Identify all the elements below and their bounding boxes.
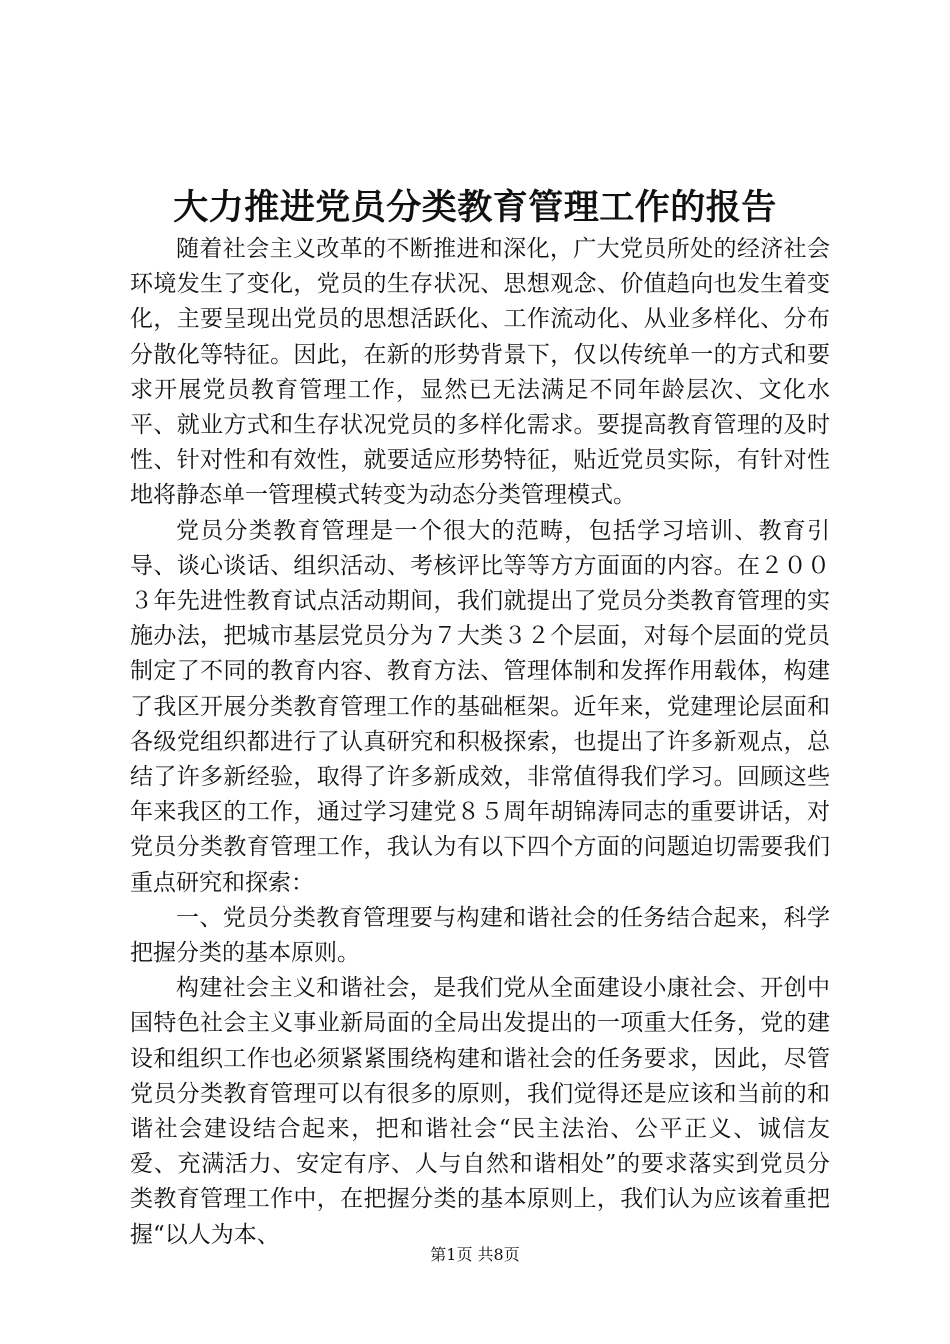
paragraph-harmony: 构建社会主义和谐社会，是我们党从全面建设小康社会、开创中国特色社会主义事业新局面的全局出发提出的一项重大任务，党的建设和组织工作也必须紧紧围绕构建和谐社会的任务要求，因此，尽管党员分类教育管理可以有很多的原则，我们觉得还是应该和当前的和谐社会建设结合起来，把和谐社会“民主法治、公平正义、诚信友爱、充满活力、安定有序、人与自然和谐相处”的要求落实到党员分类教育管理工作中，在把握分类的基本原则上，我们认为应该着重把握“以人为本、 [130, 975, 830, 1248]
section-heading-1: 一、党员分类教育管理要与构建和谐社会的任务结合起来，科学把握分类的基本原则。 [130, 904, 830, 967]
paragraph-intro: 随着社会主义改革的不断推进和深化，广大党员所处的经济社会环境发生了变化，党员的生存状况、思想观念、价值趋向也发生着变化，主要呈现出党员的思想活跃化、工作流动化、从业多样化、分布分散化等特征。因此，在新的形势背景下，仅以传统单一的方式和要求开展党员教育管理工作，显然已无法满足不同年龄层次、文化水平、就业方式和生存状况党员的多样化需求。要提高教育管理的及时性、针对性和有效性，就要适应形势特征，贴近党员实际，有针对性地将静态单一管理模式转变为动态分类管理模式。 [130, 236, 830, 509]
paragraph-scope: 党员分类教育管理是一个很大的范畴，包括学习培训、教育引导、谈心谈话、组织活动、考核评比等等方方面面的内容。在２００３年先进性教育试点活动期间，我们就提出了党员分类教育管理的实施办法，把城市基层党员分为７大类３２个层面，对每个层面的党员制定了不同的教育内容、教育方法、管理体制和发挥作用载体，构建了我区开展分类教育管理工作的基础框架。近年来，党建理论层面和各级党组织都进行了认真研究和积极探索，也提出了许多新观点，总结了许多新经验，取得了许多新成效，非常值得我们学习。回顾这些年来我区的工作，通过学习建党８５周年胡锦涛同志的重要讲话，对党员分类教育管理工作，我认为有以下四个方面的问题迫切需要我们重点研究和探索： [130, 517, 830, 896]
document-body [130, 232, 830, 1253]
document-title: 大力推进党员分类教育管理工作的报告 [173, 187, 777, 228]
page-number-footer: 第1页 共8页 [430, 1245, 520, 1264]
